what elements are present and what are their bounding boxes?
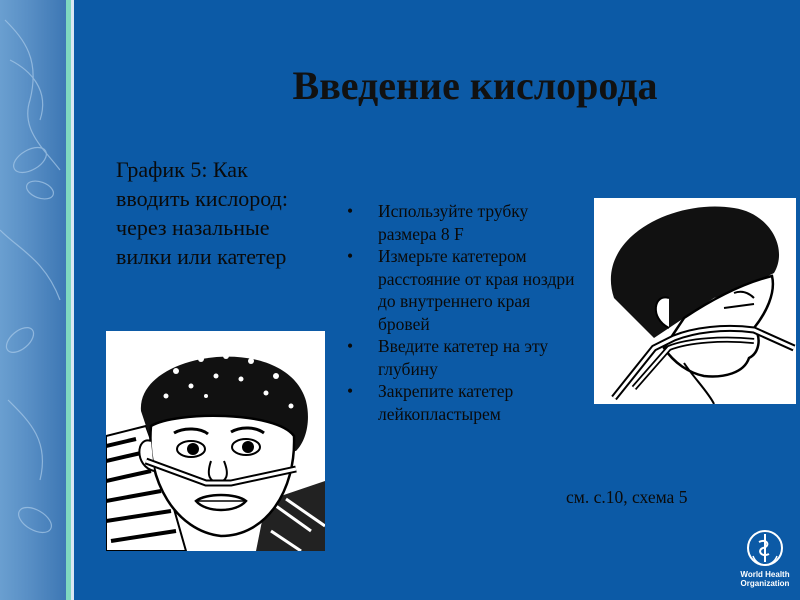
list-item bbox=[345, 335, 585, 380]
bullet-icon: • bbox=[347, 201, 354, 221]
list-item bbox=[345, 200, 585, 245]
slide-title: Введение кислорода bbox=[292, 63, 658, 108]
who-logo-text bbox=[736, 570, 794, 588]
who-emblem-icon bbox=[745, 528, 785, 568]
list-item-text: Закрепите катетер лейкопластырем bbox=[378, 381, 514, 424]
bullet-icon: • bbox=[347, 246, 354, 266]
list-item-text: Введите катетер на эту глубину bbox=[378, 336, 549, 379]
who-logo-line1: World Health bbox=[740, 570, 790, 579]
leaf-pattern-decoration bbox=[0, 0, 66, 600]
decorative-left-band bbox=[0, 0, 66, 600]
who-logo-line2: Organization bbox=[740, 579, 790, 588]
white-stripe bbox=[71, 0, 74, 600]
list-item bbox=[345, 245, 585, 335]
catheter-profile-illustration bbox=[594, 198, 796, 404]
figure-caption: График 5: Как вводить кислород: через назальные вилки или катетер bbox=[116, 157, 288, 269]
list-item bbox=[345, 380, 585, 425]
who-logo bbox=[736, 528, 794, 588]
reference-note: см. с.10, схема 5 bbox=[566, 487, 688, 507]
bullet-icon: • bbox=[347, 381, 354, 401]
list-item-text: Используйте трубку размера 8 F bbox=[378, 201, 529, 244]
bullet-icon: • bbox=[347, 336, 354, 356]
child-nasal-prongs-illustration bbox=[106, 331, 325, 551]
instruction-list bbox=[345, 200, 585, 425]
list-item-text: Измерьте катетером расстояние от края ноздри до внутреннего края бровей bbox=[378, 246, 575, 334]
